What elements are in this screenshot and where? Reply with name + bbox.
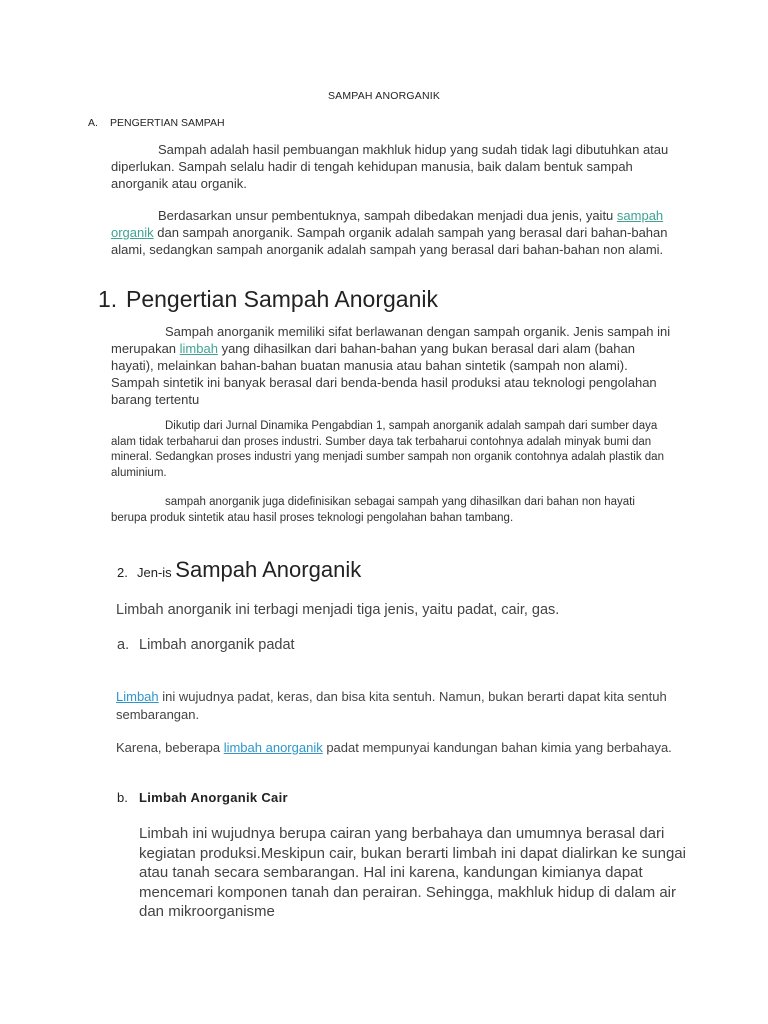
heading-2-prefix: Jen-is — [137, 565, 176, 580]
section-a-label: A. — [88, 117, 98, 129]
subheading-padat — [117, 637, 295, 653]
paragraph-limbah-padat-text: ini wujudnya padat, keras, dan bisa kita sentuh. Namun, bukan berarti dapat kita sentuh sembarangan. — [116, 689, 667, 722]
paragraph-anorganik-text-end: yang dihasilkan dari bahan-bahan yang bukan berasal dari alam (bahan hayati), melainkan bahan-bahan buatan manusia atau bahan sintetik (sampah non alami). Sampah sintetik ini banyak berasal dari benda-benda hasil produksi atau teknologi pengolahan barang tertentu — [111, 341, 657, 407]
paragraph-anorganik-definition — [111, 323, 671, 408]
document-title: SAMPAH ANORGANIK — [327, 90, 441, 102]
sampah-organik-link[interactable]: sampah organik — [111, 208, 664, 240]
paragraph-definisi-tambahan — [111, 495, 671, 526]
sub-a-label: a. — [117, 637, 130, 653]
paragraph-bahan-kimia-text-end: padat mempunyai kandungan bahan kimia yang berbahaya. — [322, 740, 672, 755]
subheading-cair — [117, 790, 288, 805]
paragraph-definition-text: Sampah adalah hasil pembuangan makhluk hidup yang sudah tidak lagi dibutuhkan atau diperlukan. Sampah selalu hadir di tengah kehidupan manusia, baik dalam bentuk sampah anorganik atau organik. — [111, 142, 669, 191]
sub-b-label: b. — [117, 790, 128, 805]
paragraph-bahan-kimia-text: Karena, beberapa — [116, 740, 224, 755]
paragraph-types-text: Berdasarkan unsur pembentuknya, sampah dibedakan menjadi dua jenis, yaitu — [158, 208, 617, 223]
limbah-link[interactable]: limbah — [179, 341, 218, 356]
heading-1-number: 1. — [98, 286, 118, 312]
heading-pengertian-anorganik — [98, 286, 438, 313]
heading-1-text: Pengertian Sampah Anorganik — [126, 286, 438, 312]
heading-jenis-sampah — [117, 557, 361, 583]
paragraph-tiga-jenis: Limbah anorganik ini terbagi menjadi tiga jenis, yaitu padat, cair, gas. — [116, 602, 560, 618]
paragraph-anorganik-text: Sampah anorganik memiliki sifat berlawanan dengan sampah organik. Jenis sampah ini merupakan — [111, 324, 671, 356]
paragraph-jurnal-text: Dikutip dari Jurnal Dinamika Pengabdian 1, sampah anorganik adalah sampah dari sumber daya alam tidak terbaharui dan proses industri. Sumber daya tak terbaharui contohnya adalah minyak bumi dan mineral. Sedangkan proses industri yang menjadi sumber sampah non organik contohnya adalah plastik dan aluminium. — [111, 420, 664, 479]
paragraph-types-text-end: dan sampah anorganik. Sampah organik adalah sampah yang berasal dari bahan-bahan alami, sedangkan sampah anorganik adalah sampah yang berasal dari bahan-bahan non alami. — [111, 225, 668, 257]
section-a-title: PENGERTIAN SAMPAH — [110, 117, 225, 129]
heading-2-text: Sampah Anorganik — [175, 557, 362, 582]
paragraph-types — [111, 207, 671, 258]
section-a-heading — [88, 117, 225, 129]
paragraph-bahan-kimia — [116, 739, 676, 757]
limbah-anorganik-link[interactable]: limbah anorganik — [223, 740, 323, 755]
paragraph-definisi-text: sampah anorganik juga didefinisikan sebagai sampah yang dihasilkan dari bahan non hayati berupa produk sintetik atau hasil proses teknologi pengolahan bahan tambang. — [111, 496, 635, 524]
heading-2-number: 2. — [117, 565, 128, 580]
paragraph-limbah-padat — [116, 688, 676, 724]
sub-a-text: Limbah anorganik padat — [139, 637, 295, 653]
paragraph-definition — [111, 141, 671, 192]
paragraph-jurnal-quote — [111, 419, 671, 481]
limbah-link-2[interactable]: Limbah — [116, 689, 159, 704]
paragraph-limbah-cair: Limbah ini wujudnya berupa cairan yang berbahaya dan umumnya berasal dari kegiatan produksi.Meskipun cair, bukan berarti limbah ini dapat dialirkan ke sungai atau tanah secara sembarangan. Hal ini karena, kandungan kimianya dapat mencemari komponen tanah dan perairan. Sehingga, makhluk hidup di dalam air dan mikroorganisme — [139, 825, 686, 920]
sub-b-text: Limbah Anorganik Cair — [139, 790, 288, 805]
